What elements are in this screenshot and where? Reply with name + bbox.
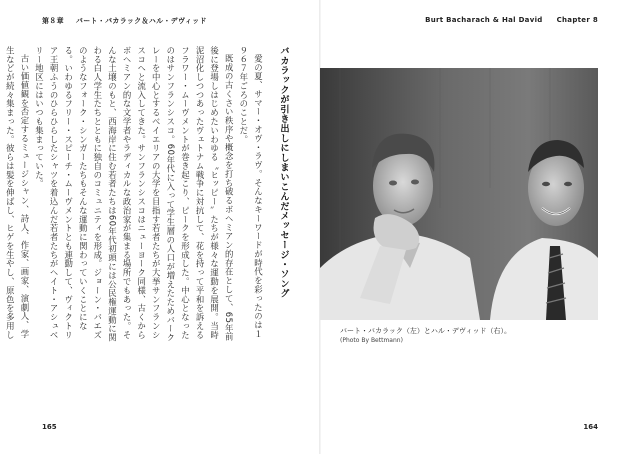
body-text-column — [5, 46, 290, 348]
body-paragraph: 愛の夏、サマー・オヴ・ラヴ。そんなキーワードが時代を彩ったのは１９６７年ごろのことだ。 — [238, 46, 264, 339]
running-head-right — [411, 16, 598, 24]
chapter-label-left: 第８章 — [42, 17, 64, 25]
chapter-label-right: Chapter 8 — [556, 16, 598, 24]
page-number-left: 165 — [42, 423, 57, 431]
running-head-left — [42, 16, 219, 26]
chapter-title-left: バート・バカラック＆ハル・デヴィッド — [75, 17, 207, 25]
page-number-right: 164 — [583, 423, 598, 431]
photo-caption: バート・バカラック（左）とハル・デヴィッド（右）。 — [340, 327, 511, 335]
body-paragraph: 古い価値観を否定するミュージシャン、詩人、作家、画家、演劇人、学生などが続々集まった。彼らは髪を伸ばし、ヒゲを生やし、原色を多用し — [5, 46, 30, 340]
section-heading: バカラックが引き出しにしまいこんだメッセージ・ソング — [278, 46, 289, 299]
photo-credit: (Photo By Bettmann) — [340, 337, 403, 344]
chapter-title-right: Burt Bacharach & Hal David — [425, 16, 543, 24]
body-paragraph: 既成の古くさい秩序や概念を打ち破るボヘミアン的存在として、65年前後に登場しはじめたいわゆる〝ヒッピー〟たちが様々な運動を展開。当時泥沼化しつつあったヴェトナム戦争に対抗して、花を持って平和を訴えるフラワー・ムーヴメントが巻き起こり、ピークを形成した。中心となったのはサンフランシスコ。60年代に入って学生層の人口が増えたためバークレーを中心とするベイエリアの大学を目指す若者たちが大挙サンフランシスコへと流入してきた。サンフランシスコはニューヨーク同様、古くからボヘミアン的な文学者やラディカルな政治家が集まる場所でもあった。そんな土壌のもと、西海岸に住む若者たちは60年代初頭には公民権運動に関わる白人学生たちとともに独自のコミュニティを形成。ジョーン・バエズのようなフォーク・シンガーたちもそんな運動に関わっていくことになる。いわゆるフリー・スピーチ・ムーヴメントとも連動して、ヴィクトリア王朝ふうのひらひらしたシャツを着込んだ若者たちがヘイト・アシュベリー地区にはいつも集まっていた。 — [34, 46, 235, 343]
vertical-text — [5, 46, 290, 346]
photo-bacharach-david — [320, 68, 598, 320]
